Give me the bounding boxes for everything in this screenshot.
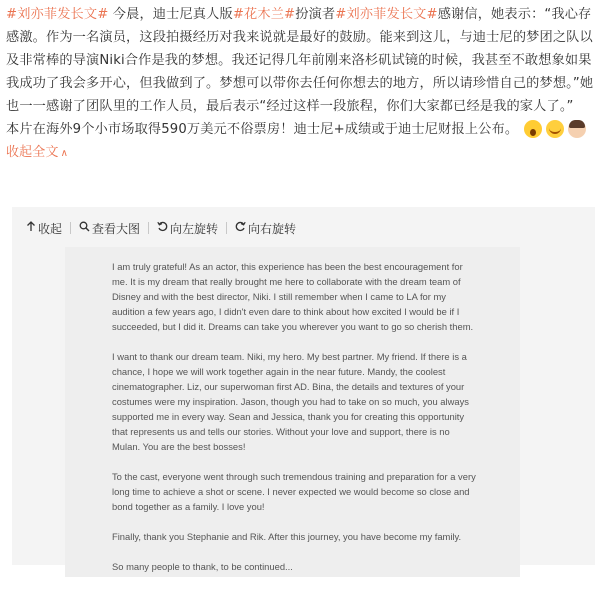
rotate-right-icon [235, 221, 246, 235]
collapse-label: 收起 [38, 221, 63, 236]
letter-paragraph: So many people to thank, to be continued... [112, 561, 293, 572]
post-text-segment: 本片在海外9个小市场取得590万美元不俗票房！迪士尼+成绩或于迪士尼财报上公布。 [6, 122, 519, 137]
letter-image [65, 247, 520, 577]
view-large-button[interactable] [79, 220, 140, 237]
facepalm-emoji-icon [568, 120, 586, 138]
post-text-segment: 今晨，迪士尼真人版 [108, 7, 233, 22]
post-body [6, 3, 604, 165]
collapse-full-text-link[interactable] [6, 145, 68, 160]
rotate-right-label: 向右旋转 [248, 221, 297, 236]
rotate-left-icon [157, 221, 168, 235]
collapse-arrow-icon [26, 221, 36, 235]
letter-paragraph: To the cast, everyone went through such tremendous training and preparation for a very long time to achieve a shot or scene. I never expected we would become so close and bond together as a family. I love you! [112, 471, 476, 512]
hashtag-link[interactable]: #刘亦菲发长文# [6, 7, 109, 22]
blush-emoji-icon [546, 120, 564, 138]
rotate-left-button[interactable] [157, 220, 218, 237]
post-text-segment: 感谢信，她表示：“我心存感激。作为一名演员，这段拍摄经历对我来说就是最好的鼓励。能来到这儿，与迪士尼的梦团之队以及非常棒的导演Niki合作是我的梦想。我还记得几年前刚来洛杉矶试镜的时候，我甚至不敢想象如果我成功了我会多开心，但我做到了。梦想可以带你去任何你想去的地方，所以请珍惜自己的梦想。”她也一一感谢了团队里的工作人员，最后表示“经过这样一段旅程，你们大家都已经是我的家人了。” [6, 7, 594, 114]
view-large-label: 查看大图 [92, 221, 141, 236]
emoji-group [524, 120, 586, 138]
letter-paragraph: I am truly grateful! As an actor, this experience has been the best encouragement for me. It is my dream that really brought me here to collaborate with the dream team of Disney and with the best director, Niki. I still remember when I came to LA for my audition a few years ago, I didn't even dare to think about how excited I would be if I succeeded, but I did it. Dreams can take you wherever you want to go so cherish them. [112, 261, 474, 332]
toolbar-divider [148, 222, 149, 234]
letter-paragraph: Finally, thank you Stephanie and Rik. After this journey, you have become my family. [112, 531, 462, 542]
magnifier-icon [79, 221, 90, 235]
rotate-left-label: 向左旋转 [170, 221, 219, 236]
letter-content [112, 259, 477, 589]
hashtag-link[interactable]: #刘亦菲发长文# [335, 7, 438, 22]
rotate-right-button[interactable] [235, 220, 296, 237]
image-toolbar [26, 219, 296, 237]
collapse-label: 收起全文 [6, 145, 59, 160]
post-text-segment: 扮演者 [295, 7, 336, 22]
hashtag-link[interactable]: #花木兰# [232, 7, 296, 22]
toolbar-divider [226, 222, 227, 234]
image-viewer [12, 207, 595, 572]
letter-paragraph: I want to thank our dream team. Niki, my hero. My best partner. My friend. If there is a chance, I hope we will work together again in the near future. Mandy, the coolest cinematographer. Liz, our superwoman first AD. Bina, the details and textures of your costumes were my inspiration. Jason, though you had to take on so much, you always supported me in every way. Sean and Jessica, thank you for creating this opportunity that represents us and tells our stories. Without your love and support, there is no Mulan. You are the best bosses! [112, 351, 469, 452]
toolbar-divider [70, 222, 71, 234]
collapse-arrow-icon: ∧ [60, 148, 69, 159]
collapse-image-button[interactable] [26, 220, 62, 237]
scream-emoji-icon [524, 120, 542, 138]
